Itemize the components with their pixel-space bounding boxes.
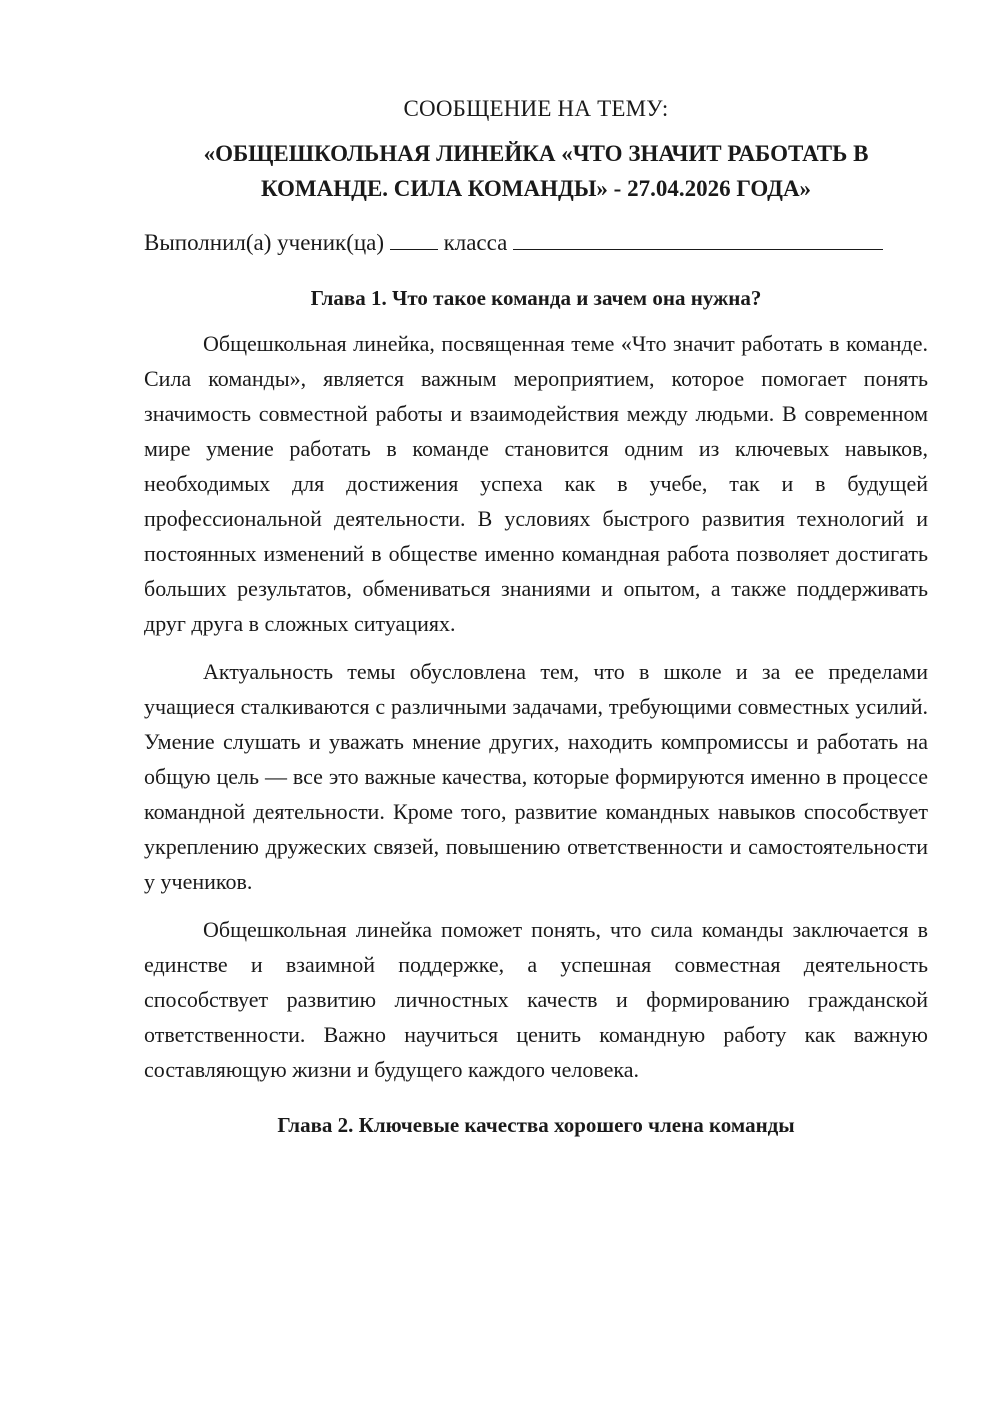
chapter-1-paragraph-3: Общешкольная линейка поможет понять, что сила команды заключается в единстве и взаимной поддержке, а успешная совместная деятельность способствует развитию личностных качеств и формированию гражданской ответственности. Важно научиться ценить командную работу как важную составляющую жизни и будущего каждого человека. [144,917,928,1082]
chapter-1-paragraph-2: Актуальность темы обусловлена тем, что в школе и за ее пределами учащиеся сталкиваются с различными задачами, требующими совместных усилий. Умение слушать и уважать мнение других, находить компромиссы и работать на общую цель — все это важные качества, которые формируются именно в процессе командной деятельности. Кроме того, развитие командных навыков способствует укреплению дружеских связей, повышению ответственности и самостоятельности у учеников. [144,659,928,894]
class-label: класса [443,230,508,255]
chapter-2-heading: Глава 2. Ключевые качества хорошего члена команды [277,1113,795,1137]
chapter-1-heading: Глава 1. Что такое команда и зачем она нужна? [310,286,762,310]
document-title: «ОБЩЕШКОЛЬНАЯ ЛИНЕЙКА «ЧТО ЗНАЧИТ РАБОТАТЬ В КОМАНДЕ. СИЛА КОМАНДЫ» - 27.04.2026 ГОДА» [203,141,869,201]
student-name-blank [513,227,883,250]
document-type-line: СООБЩЕНИЕ НА ТЕМУ: [403,96,669,121]
author-prefix: Выполнил(а) ученик(ца) [144,230,385,255]
chapter-1-paragraph-1: Общешкольная линейка, посвященная теме «Что значит работать в команде. Сила команды», является важным мероприятием, которое помогает понять значимость совместной работы и взаимодействия между людьми. В современном мире умение работать в команде становится одним из ключевых навыков, необходимых для достижения успеха как в учебе, так и в будущей профессиональной деятельности. В условиях быстрого развития технологий и постоянных изменений в обществе именно командная работа позволяет достигать больших результатов, обмениваться знаниями и опытом, а также поддерживать друг друга в сложных ситуациях. [144,331,928,636]
author-line [144,226,928,260]
class-number-blank [390,227,438,250]
document-page [144,92,928,1153]
